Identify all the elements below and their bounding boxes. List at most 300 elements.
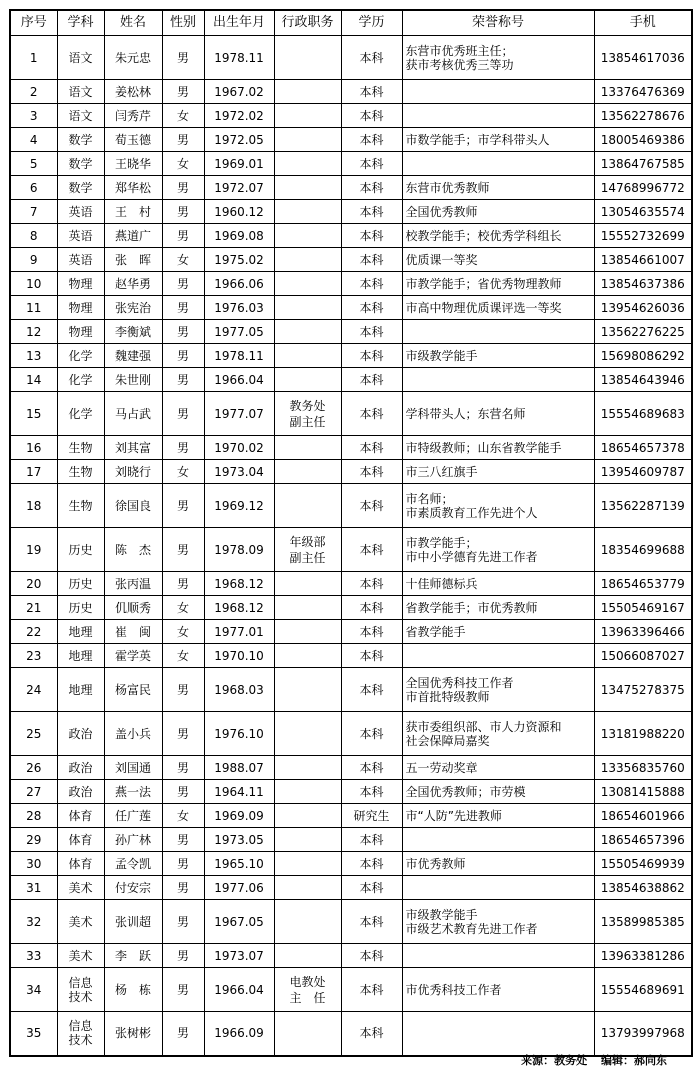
cell-name: 孟令凯 <box>104 852 162 876</box>
table-row <box>10 644 692 668</box>
cell-degree: 本科 <box>341 224 402 248</box>
cell-subject: 物理 <box>57 320 104 344</box>
cell-honor: 全国优秀教师 <box>402 200 594 224</box>
cell-honor: 市优秀教师 <box>402 852 594 876</box>
footer-editor: 编辑：郝向东 <box>601 1054 667 1067</box>
header-degree: 学历 <box>341 10 402 36</box>
cell-no: 26 <box>10 756 57 780</box>
cell-subject: 化学 <box>57 392 104 436</box>
cell-name: 任广莲 <box>104 804 162 828</box>
cell-gender: 男 <box>162 528 204 572</box>
cell-degree: 本科 <box>341 944 402 968</box>
cell-birth: 1969.12 <box>204 484 274 528</box>
cell-gender: 男 <box>162 436 204 460</box>
cell-phone: 13376476369 <box>594 80 692 104</box>
cell-name: 刘其富 <box>104 436 162 460</box>
cell-phone: 18354699688 <box>594 528 692 572</box>
cell-birth: 1968.12 <box>204 596 274 620</box>
cell-birth: 1960.12 <box>204 200 274 224</box>
cell-degree: 本科 <box>341 344 402 368</box>
cell-position <box>274 712 341 756</box>
cell-subject: 英语 <box>57 200 104 224</box>
cell-no: 15 <box>10 392 57 436</box>
table-row <box>10 460 692 484</box>
table-row <box>10 484 692 528</box>
cell-birth: 1967.05 <box>204 900 274 944</box>
cell-position <box>274 80 341 104</box>
cell-phone: 13854617036 <box>594 36 692 80</box>
cell-name: 孙广林 <box>104 828 162 852</box>
table-row <box>10 272 692 296</box>
table-row <box>10 876 692 900</box>
cell-no: 24 <box>10 668 57 712</box>
cell-subject: 信息 技术 <box>57 1012 104 1056</box>
cell-phone: 15505469939 <box>594 852 692 876</box>
cell-phone: 13963381286 <box>594 944 692 968</box>
cell-honor <box>402 104 594 128</box>
cell-birth: 1973.05 <box>204 828 274 852</box>
cell-phone: 13864767585 <box>594 152 692 176</box>
cell-name: 姜松林 <box>104 80 162 104</box>
cell-birth: 1977.07 <box>204 392 274 436</box>
cell-phone: 13562278676 <box>594 104 692 128</box>
cell-subject: 生物 <box>57 484 104 528</box>
cell-gender: 男 <box>162 36 204 80</box>
cell-gender: 女 <box>162 644 204 668</box>
header-no: 序号 <box>10 10 57 36</box>
table-row <box>10 712 692 756</box>
cell-no: 30 <box>10 852 57 876</box>
cell-degree: 本科 <box>341 36 402 80</box>
cell-no: 21 <box>10 596 57 620</box>
cell-no: 12 <box>10 320 57 344</box>
cell-position <box>274 152 341 176</box>
cell-degree: 本科 <box>341 248 402 272</box>
cell-phone: 14768996772 <box>594 176 692 200</box>
cell-gender: 女 <box>162 248 204 272</box>
cell-honor: 市优秀科技工作者 <box>402 968 594 1012</box>
cell-degree: 本科 <box>341 756 402 780</box>
cell-birth: 1968.12 <box>204 572 274 596</box>
cell-honor: 市级教学能手 <box>402 344 594 368</box>
cell-phone: 13793997968 <box>594 1012 692 1056</box>
table-row <box>10 572 692 596</box>
cell-no: 27 <box>10 780 57 804</box>
header-name: 姓名 <box>104 10 162 36</box>
table-row <box>10 200 692 224</box>
cell-degree: 本科 <box>341 596 402 620</box>
cell-subject: 体育 <box>57 852 104 876</box>
table-row <box>10 944 692 968</box>
cell-degree: 本科 <box>341 436 402 460</box>
cell-no: 25 <box>10 712 57 756</box>
cell-birth: 1969.08 <box>204 224 274 248</box>
cell-gender: 男 <box>162 1012 204 1056</box>
cell-name: 张宪治 <box>104 296 162 320</box>
table-row <box>10 968 692 1012</box>
cell-birth: 1976.10 <box>204 712 274 756</box>
cell-birth: 1973.07 <box>204 944 274 968</box>
cell-phone: 15554689691 <box>594 968 692 1012</box>
cell-gender: 女 <box>162 596 204 620</box>
cell-birth: 1966.06 <box>204 272 274 296</box>
cell-degree: 本科 <box>341 900 402 944</box>
cell-honor: 全国优秀科技工作者 市首批特级教师 <box>402 668 594 712</box>
cell-name: 燕一法 <box>104 780 162 804</box>
cell-subject: 体育 <box>57 828 104 852</box>
cell-no: 8 <box>10 224 57 248</box>
teacher-roster-table <box>9 9 693 1057</box>
cell-honor <box>402 644 594 668</box>
cell-honor <box>402 152 594 176</box>
cell-gender: 男 <box>162 176 204 200</box>
cell-gender: 男 <box>162 344 204 368</box>
cell-phone: 13562276225 <box>594 320 692 344</box>
cell-gender: 女 <box>162 804 204 828</box>
cell-honor <box>402 828 594 852</box>
table-row <box>10 104 692 128</box>
header-gender: 性别 <box>162 10 204 36</box>
cell-name: 刘国通 <box>104 756 162 780</box>
cell-birth: 1977.06 <box>204 876 274 900</box>
cell-phone: 13963396466 <box>594 620 692 644</box>
cell-subject: 语文 <box>57 80 104 104</box>
cell-no: 3 <box>10 104 57 128</box>
cell-honor: 省教学能手；市优秀教师 <box>402 596 594 620</box>
cell-gender: 男 <box>162 968 204 1012</box>
cell-no: 9 <box>10 248 57 272</box>
cell-name: 霍学英 <box>104 644 162 668</box>
cell-phone: 18654657378 <box>594 436 692 460</box>
cell-gender: 男 <box>162 756 204 780</box>
cell-subject: 政治 <box>57 756 104 780</box>
cell-subject: 数学 <box>57 152 104 176</box>
cell-phone: 18654657396 <box>594 828 692 852</box>
footer-credits <box>511 1052 667 1068</box>
cell-degree: 本科 <box>341 272 402 296</box>
cell-degree: 本科 <box>341 876 402 900</box>
cell-birth: 1973.04 <box>204 460 274 484</box>
cell-subject: 数学 <box>57 128 104 152</box>
header-position: 行政职务 <box>274 10 341 36</box>
cell-gender: 男 <box>162 572 204 596</box>
cell-birth: 1966.09 <box>204 1012 274 1056</box>
header-birth: 出生年月 <box>204 10 274 36</box>
cell-honor: 获市委组织部、市人力资源和 社会保障局嘉奖 <box>402 712 594 756</box>
cell-honor: 十佳师德标兵 <box>402 572 594 596</box>
cell-gender: 男 <box>162 876 204 900</box>
teacher-roster-sheet <box>9 9 691 1057</box>
table-row <box>10 804 692 828</box>
cell-subject: 化学 <box>57 344 104 368</box>
cell-honor: 东营市优秀班主任； 获市考核优秀三等功 <box>402 36 594 80</box>
cell-position <box>274 248 341 272</box>
cell-position <box>274 828 341 852</box>
cell-degree: 本科 <box>341 968 402 1012</box>
table-row <box>10 128 692 152</box>
table-row <box>10 36 692 80</box>
cell-name: 王晓华 <box>104 152 162 176</box>
cell-subject: 数学 <box>57 176 104 200</box>
cell-position <box>274 852 341 876</box>
cell-position <box>274 804 341 828</box>
cell-birth: 1978.11 <box>204 36 274 80</box>
cell-honor <box>402 320 594 344</box>
cell-gender: 男 <box>162 392 204 436</box>
cell-position <box>274 436 341 460</box>
table-row <box>10 756 692 780</box>
cell-honor: 市三八红旗手 <box>402 460 594 484</box>
cell-gender: 男 <box>162 296 204 320</box>
table-row <box>10 668 692 712</box>
cell-position <box>274 272 341 296</box>
cell-no: 22 <box>10 620 57 644</box>
cell-phone: 13954609787 <box>594 460 692 484</box>
cell-degree: 本科 <box>341 128 402 152</box>
cell-position <box>274 756 341 780</box>
cell-subject: 英语 <box>57 248 104 272</box>
cell-birth: 1976.03 <box>204 296 274 320</box>
cell-position <box>274 876 341 900</box>
cell-phone: 13054635574 <box>594 200 692 224</box>
cell-gender: 男 <box>162 320 204 344</box>
cell-no: 35 <box>10 1012 57 1056</box>
cell-honor: 市数学能手；市学科带头人 <box>402 128 594 152</box>
cell-name: 杨富民 <box>104 668 162 712</box>
cell-honor: 五一劳动奖章 <box>402 756 594 780</box>
cell-degree: 本科 <box>341 460 402 484</box>
cell-no: 10 <box>10 272 57 296</box>
cell-degree: 本科 <box>341 484 402 528</box>
cell-no: 31 <box>10 876 57 900</box>
cell-honor: 市教学能手；省优秀物理教师 <box>402 272 594 296</box>
table-row <box>10 852 692 876</box>
cell-honor: 市名师； 市素质教育工作先进个人 <box>402 484 594 528</box>
table-row <box>10 596 692 620</box>
cell-honor: 学科带头人；东营名师 <box>402 392 594 436</box>
cell-name: 赵华勇 <box>104 272 162 296</box>
cell-honor: 市“人防”先进教师 <box>402 804 594 828</box>
cell-degree: 本科 <box>341 104 402 128</box>
cell-no: 33 <box>10 944 57 968</box>
cell-degree: 本科 <box>341 620 402 644</box>
cell-honor <box>402 876 594 900</box>
header-subject: 学科 <box>57 10 104 36</box>
cell-degree: 本科 <box>341 296 402 320</box>
cell-gender: 男 <box>162 668 204 712</box>
cell-subject: 英语 <box>57 224 104 248</box>
cell-position: 年级部 副主任 <box>274 528 341 572</box>
header-phone: 手机 <box>594 10 692 36</box>
table-row <box>10 1012 692 1056</box>
cell-honor: 校教学能手；校优秀学科组长 <box>402 224 594 248</box>
cell-gender: 男 <box>162 900 204 944</box>
cell-honor: 优质课一等奖 <box>402 248 594 272</box>
cell-birth: 1977.05 <box>204 320 274 344</box>
cell-birth: 1965.10 <box>204 852 274 876</box>
cell-position <box>274 596 341 620</box>
cell-degree: 本科 <box>341 572 402 596</box>
cell-no: 29 <box>10 828 57 852</box>
cell-name: 马占武 <box>104 392 162 436</box>
cell-birth: 1970.10 <box>204 644 274 668</box>
cell-degree: 本科 <box>341 828 402 852</box>
cell-no: 18 <box>10 484 57 528</box>
cell-gender: 男 <box>162 368 204 392</box>
cell-position <box>274 344 341 368</box>
cell-name: 朱世刚 <box>104 368 162 392</box>
cell-gender: 女 <box>162 460 204 484</box>
cell-no: 14 <box>10 368 57 392</box>
cell-degree: 本科 <box>341 152 402 176</box>
table-header-row <box>10 10 692 36</box>
cell-phone: 13081415888 <box>594 780 692 804</box>
cell-birth: 1988.07 <box>204 756 274 780</box>
cell-phone: 13562287139 <box>594 484 692 528</box>
cell-position <box>274 200 341 224</box>
cell-phone: 15552732699 <box>594 224 692 248</box>
cell-position <box>274 224 341 248</box>
cell-phone: 13854643946 <box>594 368 692 392</box>
cell-subject: 物理 <box>57 296 104 320</box>
cell-phone: 18654601966 <box>594 804 692 828</box>
cell-degree: 本科 <box>341 200 402 224</box>
cell-birth: 1972.02 <box>204 104 274 128</box>
cell-degree: 本科 <box>341 712 402 756</box>
cell-gender: 女 <box>162 152 204 176</box>
cell-subject: 生物 <box>57 436 104 460</box>
cell-birth: 1967.02 <box>204 80 274 104</box>
cell-gender: 男 <box>162 224 204 248</box>
cell-degree: 本科 <box>341 668 402 712</box>
cell-phone: 15066087027 <box>594 644 692 668</box>
cell-birth: 1975.02 <box>204 248 274 272</box>
cell-no: 11 <box>10 296 57 320</box>
cell-name: 付安宗 <box>104 876 162 900</box>
cell-phone: 13181988220 <box>594 712 692 756</box>
cell-gender: 女 <box>162 620 204 644</box>
cell-no: 28 <box>10 804 57 828</box>
cell-position: 电教处 主 任 <box>274 968 341 1012</box>
cell-no: 16 <box>10 436 57 460</box>
cell-no: 23 <box>10 644 57 668</box>
cell-subject: 生物 <box>57 460 104 484</box>
cell-position: 教务处 副主任 <box>274 392 341 436</box>
cell-degree: 本科 <box>341 780 402 804</box>
cell-phone: 18654653779 <box>594 572 692 596</box>
cell-subject: 物理 <box>57 272 104 296</box>
cell-subject: 历史 <box>57 528 104 572</box>
cell-subject: 政治 <box>57 780 104 804</box>
cell-position <box>274 176 341 200</box>
table-row <box>10 248 692 272</box>
cell-subject: 美术 <box>57 900 104 944</box>
cell-gender: 男 <box>162 484 204 528</box>
table-row <box>10 900 692 944</box>
cell-phone: 13954626036 <box>594 296 692 320</box>
cell-gender: 男 <box>162 200 204 224</box>
cell-honor <box>402 80 594 104</box>
cell-position <box>274 320 341 344</box>
footer-source: 来源：教务处 <box>521 1054 588 1067</box>
table-row <box>10 528 692 572</box>
cell-subject: 美术 <box>57 876 104 900</box>
cell-honor: 全国优秀教师；市劳模 <box>402 780 594 804</box>
table-row <box>10 368 692 392</box>
cell-no: 7 <box>10 200 57 224</box>
cell-name: 徐国良 <box>104 484 162 528</box>
cell-no: 13 <box>10 344 57 368</box>
cell-name: 王 村 <box>104 200 162 224</box>
cell-name: 盖小兵 <box>104 712 162 756</box>
table-row <box>10 296 692 320</box>
cell-name: 燕道广 <box>104 224 162 248</box>
cell-no: 32 <box>10 900 57 944</box>
cell-name: 仉顺秀 <box>104 596 162 620</box>
cell-subject: 政治 <box>57 712 104 756</box>
cell-gender: 男 <box>162 944 204 968</box>
cell-name: 张丙温 <box>104 572 162 596</box>
cell-name: 郑华松 <box>104 176 162 200</box>
cell-position <box>274 944 341 968</box>
cell-degree: 研究生 <box>341 804 402 828</box>
cell-gender: 男 <box>162 128 204 152</box>
cell-degree: 本科 <box>341 80 402 104</box>
cell-gender: 男 <box>162 852 204 876</box>
table-row <box>10 80 692 104</box>
cell-subject: 美术 <box>57 944 104 968</box>
cell-phone: 15554689683 <box>594 392 692 436</box>
cell-no: 34 <box>10 968 57 1012</box>
cell-degree: 本科 <box>341 528 402 572</box>
cell-honor: 市教学能手； 市中小学德育先进工作者 <box>402 528 594 572</box>
table-row <box>10 344 692 368</box>
cell-birth: 1977.01 <box>204 620 274 644</box>
cell-name: 闫秀芹 <box>104 104 162 128</box>
cell-birth: 1968.03 <box>204 668 274 712</box>
table-row <box>10 224 692 248</box>
cell-birth: 1966.04 <box>204 368 274 392</box>
cell-position <box>274 128 341 152</box>
table-row <box>10 436 692 460</box>
cell-degree: 本科 <box>341 392 402 436</box>
cell-name: 荀玉德 <box>104 128 162 152</box>
cell-name: 刘晓行 <box>104 460 162 484</box>
table-row <box>10 320 692 344</box>
cell-degree: 本科 <box>341 176 402 200</box>
cell-birth: 1969.09 <box>204 804 274 828</box>
cell-honor: 市级教学能手 市级艺术教育先进工作者 <box>402 900 594 944</box>
cell-position <box>274 460 341 484</box>
cell-honor <box>402 944 594 968</box>
cell-phone: 13475278375 <box>594 668 692 712</box>
cell-position <box>274 780 341 804</box>
cell-honor: 市特级教师；山东省教学能手 <box>402 436 594 460</box>
table-row <box>10 620 692 644</box>
cell-degree: 本科 <box>341 644 402 668</box>
cell-degree: 本科 <box>341 852 402 876</box>
cell-honor <box>402 1012 594 1056</box>
cell-birth: 1978.11 <box>204 344 274 368</box>
cell-degree: 本科 <box>341 368 402 392</box>
cell-gender: 女 <box>162 104 204 128</box>
cell-degree: 本科 <box>341 1012 402 1056</box>
cell-no: 2 <box>10 80 57 104</box>
cell-phone: 13356835760 <box>594 756 692 780</box>
table-row <box>10 828 692 852</box>
cell-birth: 1964.11 <box>204 780 274 804</box>
cell-position <box>274 368 341 392</box>
